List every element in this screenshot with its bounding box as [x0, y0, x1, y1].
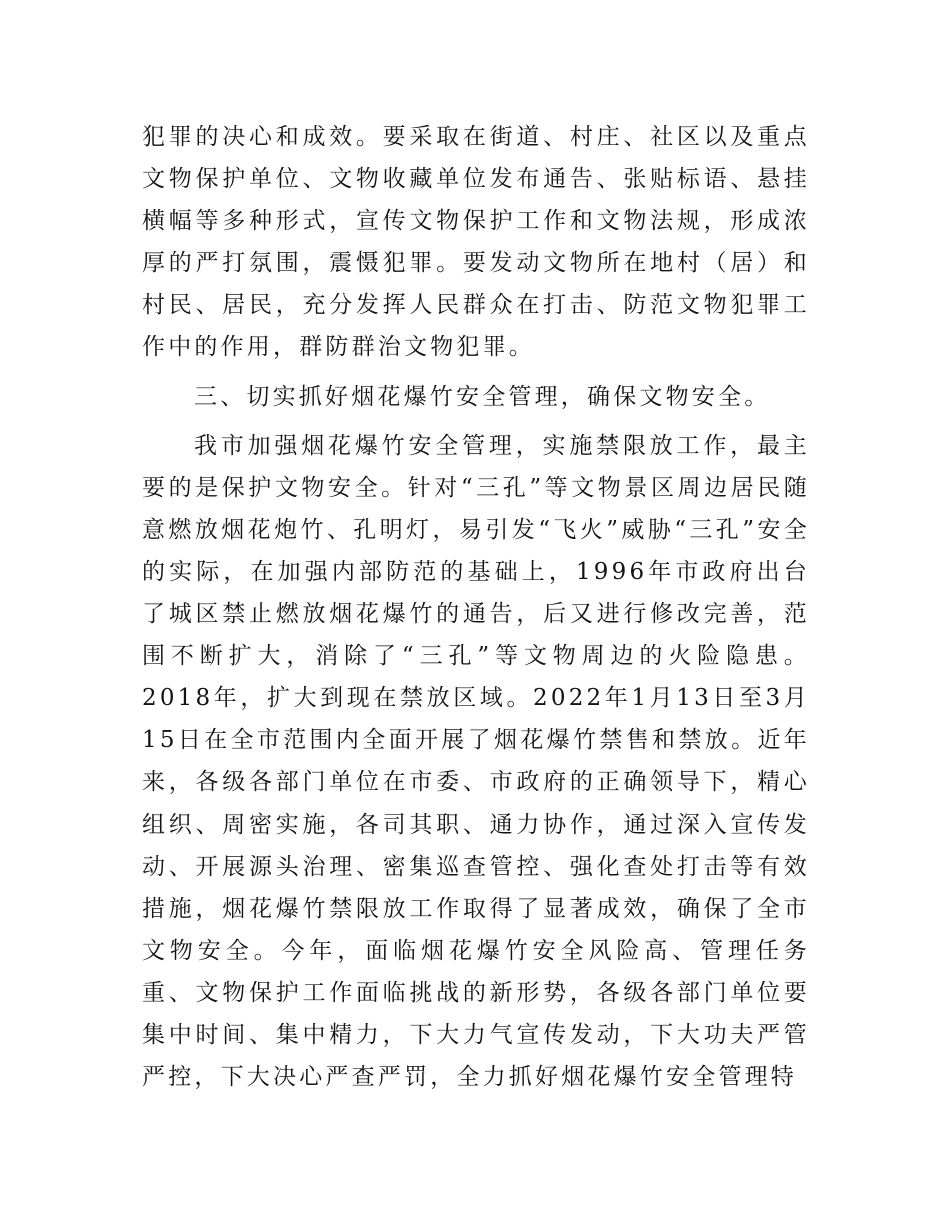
document-body	[142, 116, 810, 1098]
paragraph-continuation: 犯罪的决心和成效。要采取在街道、村庄、社区以及重点文物保护单位、文物收藏单位发布通告、张贴标语、悬挂横幅等多种形式，宣传文物保护工作和文物法规，形成浓厚的严打氛围，震慑犯罪。要发动文物所在地村（居）和村民、居民，充分发挥人民群众在打击、防范文物犯罪工作中的作用，群防群治文物犯罪。	[142, 124, 810, 361]
paragraph-fireworks-management: 我市加强烟花爆竹安全管理，实施禁限放工作，最主要的是保护文物安全。针对“三孔”等文物景区周边居民随意燃放烟花炮竹、孔明灯，易引发“飞火”威胁“三孔”安全的实际，在加强内部防范的基础上，1996年市政府出台了城区禁止燃放烟花爆竹的通告，后又进行修改完善，范围不断扩大，消除了“三孔”等文物周边的火险隐患。2018年，扩大到现在禁放区域。2022年1月13日至3月15日在全市范围内全面开展了烟花爆竹禁售和禁放。近年来，各级各部门单位在市委、市政府的正确领导下，精心组织、周密实施，各司其职、通力协作，通过深入宣传发动、开展源头治理、密集巡查管控、强化查处打击等有效措施，烟花爆竹禁限放工作取得了显著成效，确保了全市文物安全。今年，面临烟花爆竹安全风险高、管理任务重、文物保护工作面临挑战的新形势，各级各部门单位要集中时间、集中精力，下大力气宣传发动，下大功夫严管严控，下大决心严查严罚，全力抓好烟花爆竹安全管理特	[142, 432, 810, 1091]
section-heading-three: 三、切实抓好烟花爆竹安全管理，确保文物安全。	[194, 383, 771, 410]
